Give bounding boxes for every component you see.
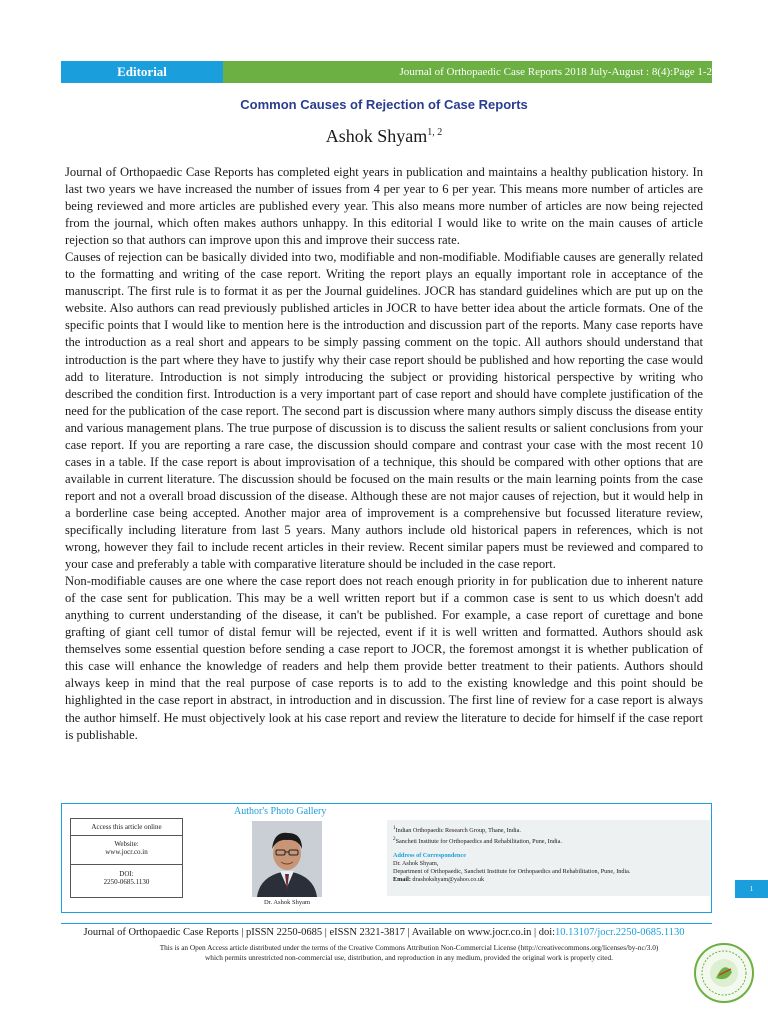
author-name: Ashok Shyam <box>325 126 428 146</box>
author-photo-gallery <box>61 803 712 913</box>
email-link[interactable]: drashokshyam@yahoo.co.uk <box>412 876 485 884</box>
affiliation-1: $^1$Indian Orthopaedic Research Group, Thane, India. <box>393 825 521 835</box>
page-number-tab: 1 <box>735 880 768 898</box>
gallery-title: Author's Photo Gallery <box>234 806 327 817</box>
footer-doi-link[interactable]: 10.13107/jocr.2250-0685.1130 <box>555 927 685 938</box>
paragraph: Journal of Orthopaedic Case Reports has completed eight years in publication and maintains a healthy publication history. In last two years we have increased the number of issues from 4 per year to 6 per year. This means more number of articles are being reviewed and more articles are published every year. This also means more number of articles are now being rejected from the journal, which often makes authors unhappy. In this editorial I would like to write on the main causes of article rejection so that authors can improve upon this and improve their success rate. <box>65 165 703 248</box>
author-line <box>0 126 768 147</box>
journal-logo-icon <box>693 942 755 1004</box>
footer-citation-text: Journal of Orthopaedic Case Reports | pISSN 2250-0685 | eISSN 2321-3817 | Available on www.jocr.co.in | doi: <box>83 927 556 938</box>
section-label: Editorial <box>61 61 223 83</box>
website-link[interactable]: www.jocr.co.in <box>105 848 148 856</box>
header-bar <box>61 61 712 83</box>
paragraph: Non-modifiable causes are one where the case report does not reach enough priority in for publication due to inherent nature of the case sent for publication. This may be a well written report but if a common case is sent to us which doesn't add anything to current understanding of the disease, it can't be published. For example, a case report of curettage and bone grafting of giant cell tumor of distal femur will be rejected, event if it is well written and formatted. Authors should ask themselves some essential question before sending a case report to JOCR, the foremost amongst it is whether publication of this case will enhance the knowledge of readers and help them provide better treatment to their patients. Authors should always keep in mind that the real purpose of case reports is to add to the existing knowledge and this point should be highlighted in the case report in abstract, in introduction and in discussion. The first line of review for a case report is always the author himself. He must objectively look at his case report and review the literature to decide for himself if the case report is publishable. <box>65 574 703 742</box>
correspondence-email: Email: drashokshyam@yahoo.co.uk <box>393 876 485 884</box>
correspondence-department: Department of Orthopaedic, Sancheti Institute for Orthopaedics and Rehabilitation, Pune, India. <box>393 868 631 876</box>
correspondence-name: Dr. Ashok Shyam, <box>393 860 439 868</box>
doi-label: DOI: <box>119 870 134 878</box>
paragraph: Causes of rejection can be basically divided into two, modifiable and non-modifiable. Modifiable causes are generally related to the formatting and writing of the case report. Writing the report plays an equally important role in acceptance of the manuscript. The first rule is to format it as per the Journal guidelines. JOCR has standard guidelines which are put up on the website. Also authors can read previously published articles in JOCR to have better idea about the article formats. One of the specific points that I would like to mention here is the introduction and discussion part of the reports. Many case reports have the introduction as a real short and appears to be simply passing comment on the topic. All authors should understand that introduction is the part where they have to justify why their case report should be published and how reporting the case would add to literature. Introduction is not simply introducing the subject or providing historical perspective by writing who described the condition first. Introduction is a very important part of case report and should have complete justification of the need for the publication of the case report. The second part is discussion where many authors simply discuss the disease entity and various management plans. The true purpose of discussion is to discuss the salient results or salient conclusions from your case report. If you are reporting a rare case, the discussion should compare and contrast your case with the most recent 10 cases in a table. If the case report is about improvisation of a technique, this should be compared with other options that are available in current literature. The discussion should be focused on the main results or the main learning points from the case report and not a overall broad discussion of the disease. Although these are not major causes of rejection, but it would help in a borderline case being accepted. Another major area of improvement is a comprehensive but focussed literature review, specifically including literature from last 5 years. Many authors include old historical papers in references, which is not wrong, however they fail to include recent articles in their review. Recent similar papers must be reviewed and compared to your case and preferably a table with comparative literature should be included in the case report. <box>65 250 703 572</box>
footer-license: This is an Open Access article distributed under the terms of the Creative Commons Attribution Non-Commercial License (http://creativecommons.org/licenses/by-nc/3.0) which permits unrestricted non-commercial use, distribution, and reproduction in any medium, provided the original work is properly cited. <box>159 943 659 962</box>
author-photo <box>252 821 322 897</box>
correspondence-heading: Address of Correspondence <box>393 852 466 860</box>
journal-info: Journal of Orthopaedic Case Reports 2018 July-August : 8(4):Page 1-2 <box>223 61 712 83</box>
website-label: Website: <box>114 840 139 848</box>
footer-divider <box>61 923 712 924</box>
website-box <box>71 836 182 865</box>
doi-value: 2250-0685.1130 <box>103 878 150 886</box>
access-label: Access this article online <box>71 819 182 836</box>
affiliations-box <box>387 820 710 896</box>
article-body <box>65 164 703 744</box>
access-panel <box>70 818 183 898</box>
affiliation-2: $^2$Sancheti Institute for Orthopaedics and Rehabilitation, Pune, India. <box>393 836 562 846</box>
footer-citation <box>0 927 768 938</box>
photo-caption: Dr. Ashok Shyam <box>263 899 311 906</box>
author-affiliation-marks: 1, 2 <box>427 127 443 138</box>
doi-box <box>71 865 182 898</box>
article-title: Common Causes of Rejection of Case Reports <box>240 97 528 112</box>
